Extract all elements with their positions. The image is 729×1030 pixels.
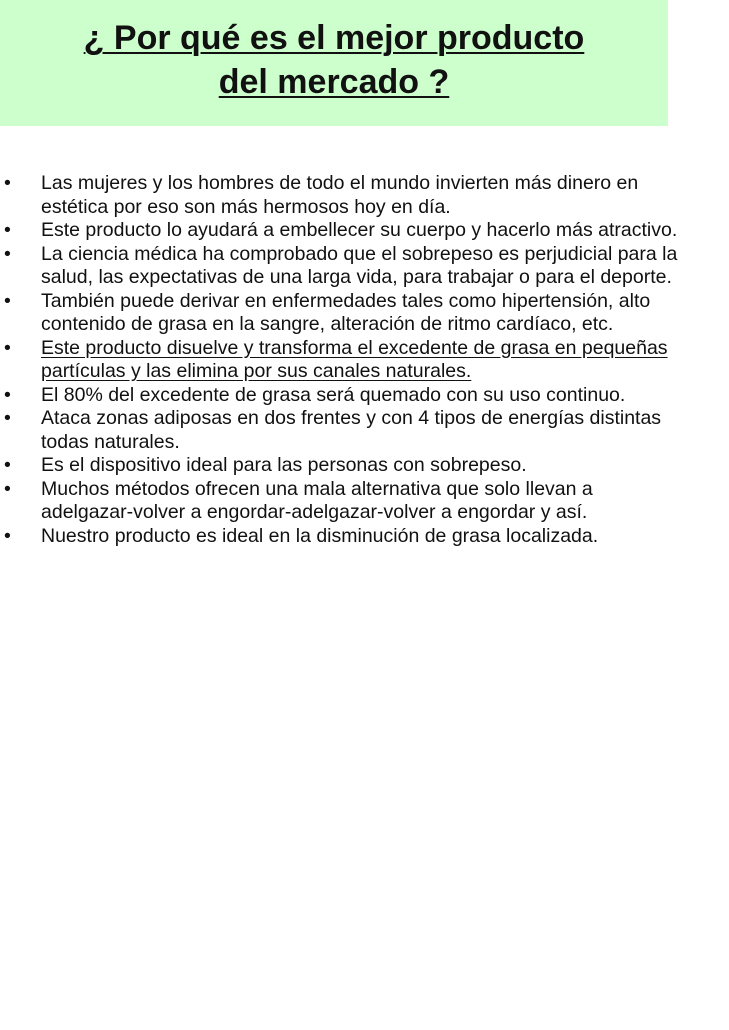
bullet-text-line: Este producto disuelve y transforma el excedente de grasa en pequeñas: [41, 336, 668, 359]
bullet-item: [0, 384, 729, 408]
bullet-marker: •: [4, 242, 11, 265]
bullet-marker: •: [4, 407, 11, 429]
bullet-marker: •: [4, 219, 11, 241]
bullet-text-line: partículas y las elimina por sus canales naturales.: [41, 360, 472, 382]
bullet-item: [0, 219, 729, 243]
bullet-marker: •: [4, 454, 11, 476]
title-box: [0, 0, 668, 126]
bullet-item: [0, 407, 729, 454]
bullet-text-line: salud, las expectativas de una larga vida, para trabajar o para el deporte.: [41, 266, 672, 288]
bullet-item: [0, 172, 729, 219]
bullet-item: [0, 290, 729, 337]
page-title-line-2: del mercado ?: [218, 63, 450, 101]
bullet-text-line: estética por eso son más hermosos hoy en día.: [41, 195, 451, 218]
bullet-text-line: La ciencia médica ha comprobado que el sobrepeso es perjudicial para la: [41, 242, 678, 265]
page-title-line-1: ¿ Por qué es el mejor producto: [83, 19, 585, 57]
bullet-marker: •: [4, 172, 11, 194]
bullet-item: [0, 454, 729, 478]
bullet-item: [0, 243, 729, 290]
bullet-text-line: Muchos métodos ofrecen una mala alternativa que solo llevan a: [41, 477, 593, 500]
bullet-text-line: Ataca zonas adiposas en dos frentes y con 4 tipos de energías distintas: [41, 407, 662, 429]
bullet-text-line: Este producto lo ayudará a embellecer su cuerpo y hacerlo más atractivo.: [41, 219, 678, 241]
bullet-item: [0, 525, 729, 549]
bullet-text-line: todas naturales.: [41, 430, 180, 453]
bullet-item: [0, 478, 729, 525]
bullet-marker: •: [4, 477, 11, 500]
bullet-text-line: contenido de grasa en la sangre, alteración de ritmo cardíaco, etc.: [41, 313, 614, 335]
bullet-marker: •: [4, 289, 11, 312]
bullet-text-line: Las mujeres y los hombres de todo el mundo invierten más dinero en: [41, 172, 639, 194]
bullet-marker: •: [4, 524, 11, 547]
bullet-text-line: adelgazar-volver a engordar-adelgazar-volver a engordar y así.: [41, 501, 588, 523]
bullet-text-line: Es el dispositivo ideal para las personas con sobrepeso.: [41, 454, 527, 476]
bullet-text-line: También puede derivar en enfermedades tales como hipertensión, alto: [41, 289, 651, 312]
bullet-marker: •: [4, 383, 11, 406]
bullet-item-underlined: [0, 337, 729, 384]
bullet-text-line: Nuestro producto es ideal en la disminución de grasa localizada.: [41, 524, 599, 547]
bullet-marker: •: [4, 336, 11, 359]
bullet-text-line: El 80% del excedente de grasa será quemado con su uso continuo.: [41, 383, 626, 406]
bullet-list: [0, 172, 729, 548]
